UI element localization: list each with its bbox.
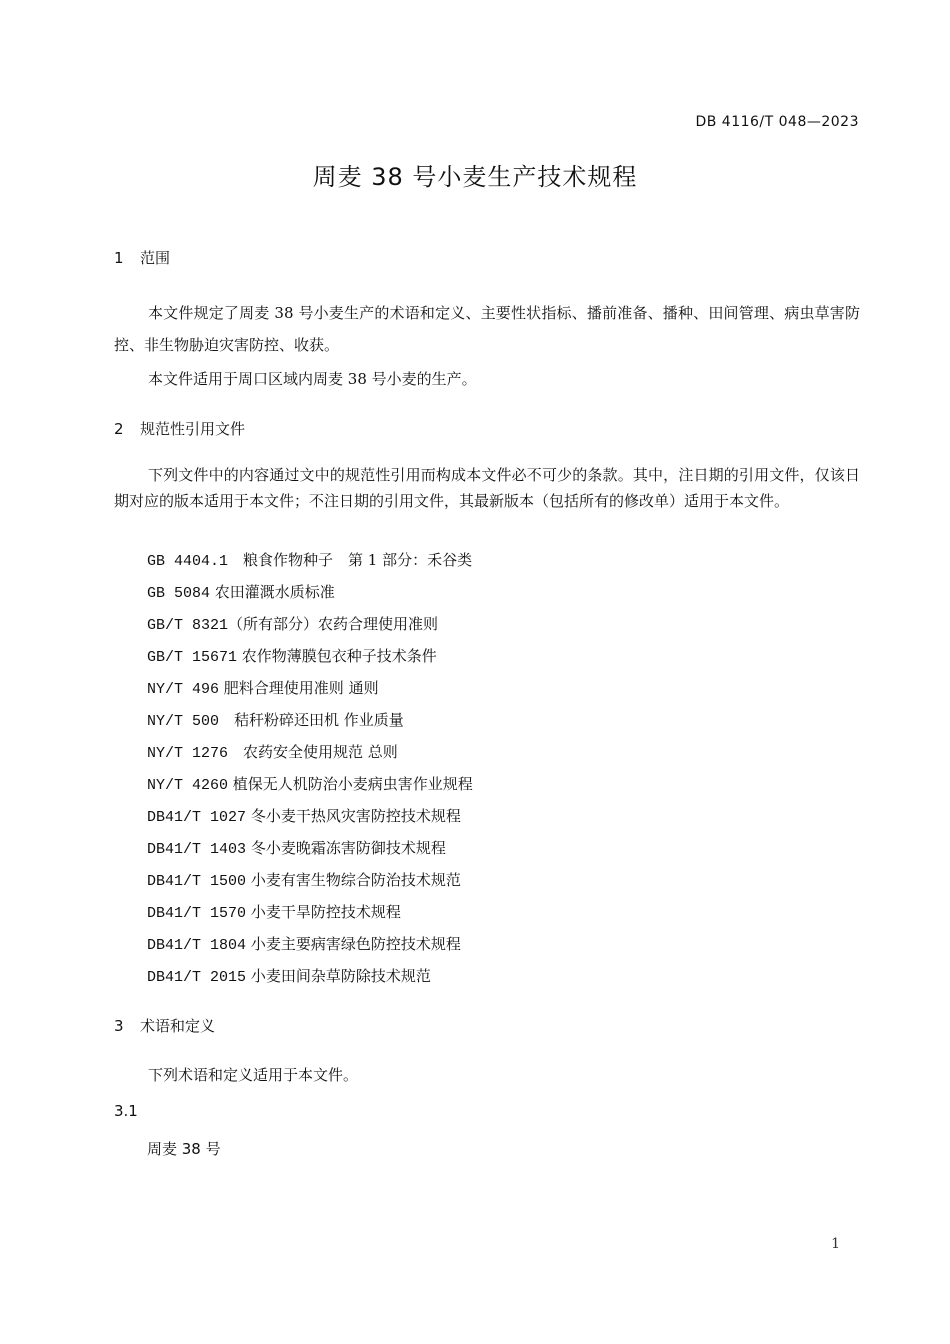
section-heading-terms-definitions (114, 1015, 215, 1036)
section-heading-scope (114, 247, 170, 268)
reference-title: 粮食作物种子 第 1 部分：禾谷类 (243, 551, 473, 569)
reference-title: 肥料合理使用准则 通则 (223, 679, 379, 697)
reference-item (147, 645, 437, 666)
reference-title: 小麦干旱防控技术规程 (250, 903, 401, 921)
reference-code: NY/T 500 (147, 713, 220, 730)
reference-title: 冬小麦干热风灾害防控技术规程 (250, 807, 461, 825)
term-name: 周麦 38 号 (147, 1140, 221, 1158)
references-intro-paragraph: 下列文件中的内容通过文中的规范性引用而构成本文件必不可少的条款。其中，注日期的引用文件，仅该日期对应的版本适用于本文件；不注日期的引用文件，其最新版本（包括所有的修改单）适用于本文件。 (114, 466, 860, 510)
reference-title: 秸秆粉碎还田机 作业质量 (234, 711, 404, 729)
reference-item (147, 773, 473, 794)
reference-code: NY/T 4260 (147, 777, 229, 794)
section-title: 范围 (140, 249, 171, 267)
reference-code: DB41/T 1500 (147, 873, 247, 890)
reference-item (147, 965, 431, 986)
reference-code: DB41/T 1027 (147, 809, 247, 826)
page-number: 1 (831, 1236, 840, 1252)
section-title: 规范性引用文件 (140, 420, 246, 438)
reference-item (147, 677, 379, 698)
reference-title: 农药安全使用规范 总则 (243, 743, 398, 761)
reference-code: NY/T 496 (147, 681, 220, 698)
reference-code: GB 4404.1 (147, 553, 229, 570)
reference-item (147, 613, 438, 634)
scope-paragraph-2: 本文件适用于周口区域内周麦 38 号小麦的生产。 (148, 370, 477, 388)
section-title: 术语和定义 (140, 1017, 216, 1035)
reference-title: 小麦田间杂草防除技术规范 (250, 967, 431, 985)
reference-item (147, 741, 398, 762)
reference-item (147, 933, 461, 954)
reference-code: NY/T 1276 (147, 745, 229, 762)
reference-item (147, 709, 404, 730)
section-number: 2 (114, 420, 124, 438)
reference-item (147, 869, 461, 890)
reference-title: 冬小麦晚霜冻害防御技术规程 (250, 839, 446, 857)
reference-title: 小麦主要病害绿色防控技术规程 (250, 935, 461, 953)
section-heading-normative-references (114, 418, 245, 439)
reference-item (147, 901, 401, 922)
reference-item (147, 805, 461, 826)
reference-code: GB/T 15671 (147, 649, 238, 666)
reference-title: 农田灌溉水质标准 (214, 583, 335, 601)
document-code: DB 4116/T 048—2023 (695, 114, 859, 130)
reference-title: 植保无人机防治小麦病虫害作业规程 (232, 775, 473, 793)
reference-code: DB41/T 1403 (147, 841, 247, 858)
reference-item (147, 837, 446, 858)
reference-code: GB/T 8321 (147, 617, 229, 634)
reference-code: GB 5084 (147, 585, 211, 602)
section-number: 3 (114, 1017, 124, 1035)
terms-intro-paragraph: 下列术语和定义适用于本文件。 (148, 1066, 359, 1084)
reference-code: DB41/T 1804 (147, 937, 247, 954)
scope-paragraph-1: 本文件规定了周麦 38 号小麦生产的术语和定义、主要性状指标、播前准备、播种、田间管理、病虫草害防控、非生物胁迫灾害防控、收获。 (114, 304, 860, 354)
reference-item (147, 581, 335, 602)
reference-item (147, 549, 472, 570)
document-title: 周麦 38 号小麦生产技术规程 (312, 163, 638, 191)
section-number: 1 (114, 249, 124, 267)
reference-title: （所有部分）农药合理使用准则 (228, 615, 439, 633)
reference-code: DB41/T 1570 (147, 905, 247, 922)
reference-title: 农作物薄膜包衣种子技术条件 (241, 647, 437, 665)
reference-title: 小麦有害生物综合防治技术规范 (250, 871, 461, 889)
term-number: 3.1 (114, 1102, 138, 1120)
reference-code: DB41/T 2015 (147, 969, 247, 986)
